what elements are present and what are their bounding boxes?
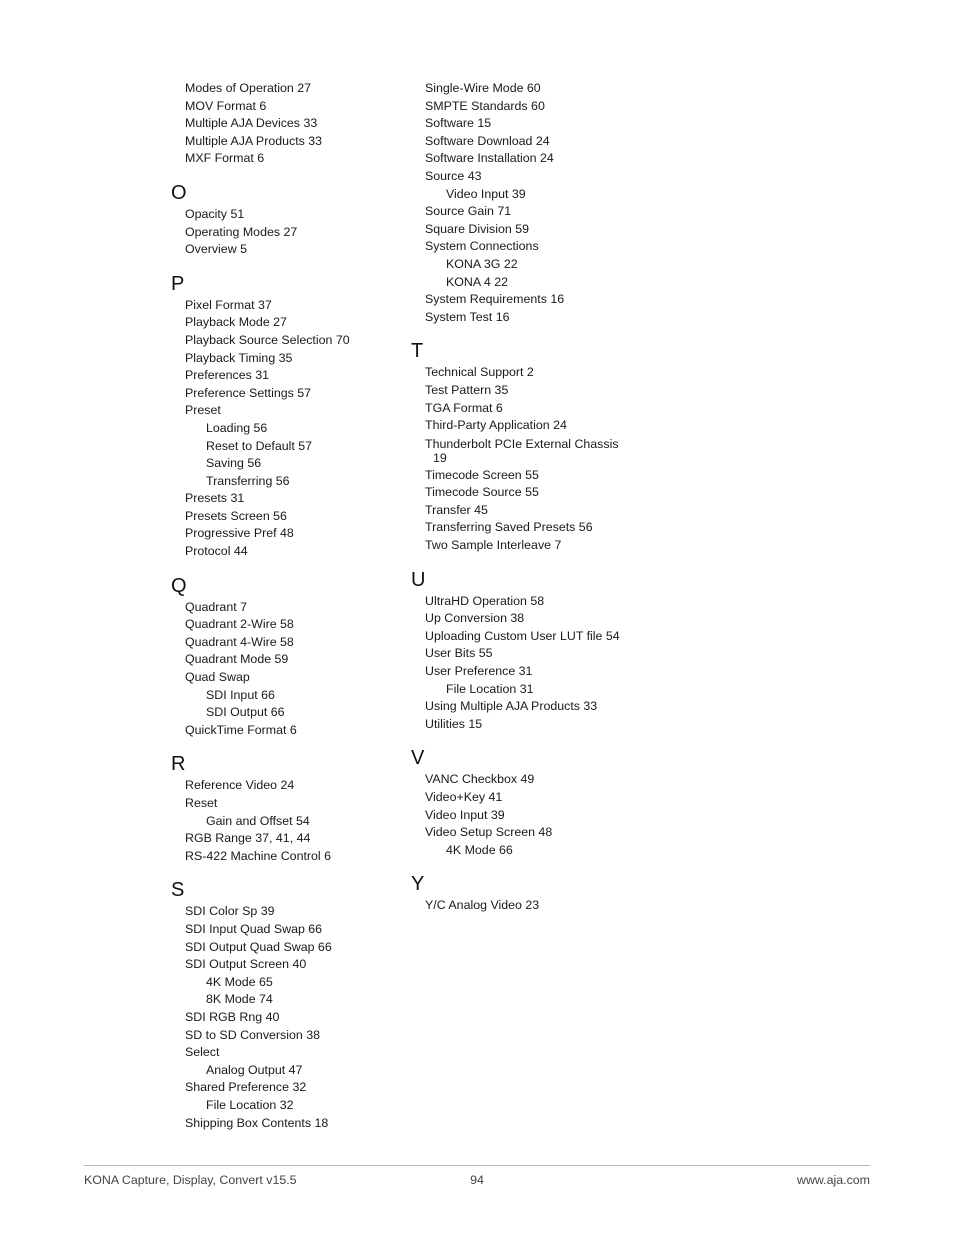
- index-subentry: SDI Output 66: [206, 705, 285, 720]
- index-entry: Overview 5: [185, 242, 247, 257]
- index-entry: Multiple AJA Products 33: [185, 133, 323, 148]
- index-entry: Video Input 39: [425, 807, 505, 822]
- index-entry: Progressive Pref 48: [185, 526, 294, 541]
- index-entry-label: Thunderbolt PCIe External Chassis: [425, 436, 619, 451]
- index-subentry: File Location 32: [206, 1097, 294, 1112]
- index-subentry: KONA 3G 22: [446, 256, 518, 271]
- index-entry: Software Download 24: [425, 133, 550, 148]
- index-entry: System Test 16: [425, 309, 510, 324]
- index-entry: User Bits 55: [425, 646, 493, 661]
- index-entry: Preferences 31: [185, 368, 270, 383]
- index-subentry: File Location 31: [446, 681, 534, 696]
- index-subentry: 8K Mode 74: [206, 992, 273, 1007]
- footer-document-title: KONA Capture, Display, Convert v15.5: [84, 1173, 297, 1187]
- index-entry: Y/C Analog Video 23: [425, 898, 540, 913]
- index-section-letter: O: [171, 181, 187, 204]
- index-entry: Quadrant 7: [185, 599, 247, 614]
- index-section-letter: U: [411, 568, 426, 591]
- index-entry: Two Sample Interleave 7: [425, 538, 562, 553]
- index-entry: Video Setup Screen 48: [425, 825, 553, 840]
- index-entry: MOV Format 6: [185, 98, 267, 113]
- index-entry: UltraHD Operation 58: [425, 593, 545, 608]
- index-entry: Preference Settings 57: [185, 385, 312, 400]
- index-subentry: Transferring 56: [206, 473, 290, 488]
- index-entry: MXF Format 6: [185, 151, 265, 166]
- index-section-letter: Y: [411, 873, 425, 896]
- index-entry: Operating Modes 27: [185, 224, 298, 239]
- index-entry: Multiple AJA Devices 33: [185, 116, 318, 131]
- index-entry-page: 19: [433, 450, 447, 465]
- index-subentry: 4K Mode 65: [206, 974, 273, 989]
- index-entry: Software 15: [425, 116, 492, 131]
- index-entry: Reset: [185, 796, 218, 810]
- footer-page-number: 94: [470, 1173, 484, 1187]
- index-entry: Third-Party Application 24: [425, 418, 567, 433]
- index-subentry: KONA 4 22: [446, 274, 508, 289]
- index-entry: Single-Wire Mode 60: [425, 81, 541, 95]
- index-entry: VANC Checkbox 49: [425, 772, 535, 787]
- index-subentry: Reset to Default 57: [206, 438, 313, 453]
- index-section-letter: P: [171, 272, 185, 295]
- index-entry: SDI Output Quad Swap 66: [185, 939, 332, 954]
- index-entry: Test Pattern 35: [425, 382, 509, 397]
- index-entry: Transfer 45: [425, 502, 488, 517]
- index-entry: [411, 435, 630, 467]
- index-entry: SDI Color Sp 39: [185, 904, 275, 919]
- index-entry: Presets 31: [185, 491, 245, 506]
- index-entry: SMPTE Standards 60: [425, 98, 545, 113]
- index-subentry: Video Input 39: [446, 186, 526, 201]
- index-entry: Source 43: [425, 168, 482, 183]
- index-subentry: 4K Mode 66: [446, 842, 513, 857]
- index-section-letter: R: [171, 753, 186, 776]
- index-entry: Presets Screen 56: [185, 508, 287, 523]
- index-entry: QuickTime Format 6: [185, 722, 297, 737]
- index-entry: RGB Range 37, 41, 44: [185, 831, 311, 846]
- index-subentry: SDI Input 66: [206, 687, 275, 702]
- index-entry: Select: [185, 1045, 220, 1060]
- index-entry: SDI Input Quad Swap 66: [185, 921, 323, 936]
- index-entry: Preset: [185, 403, 221, 418]
- index-entry: Pixel Format 37: [185, 297, 272, 312]
- index-subentry: Analog Output 47: [206, 1062, 303, 1077]
- index-entry: Up Conversion 38: [425, 611, 525, 626]
- index-section-letter: Q: [171, 574, 187, 597]
- index-entry: SD to SD Conversion 38: [185, 1027, 320, 1042]
- index-entry: Square Division 59: [425, 221, 530, 236]
- index-entry: Using Multiple AJA Products 33: [425, 699, 598, 714]
- index-entry: System Connections: [425, 239, 539, 254]
- index-entry: Transferring Saved Presets 56: [425, 520, 593, 535]
- index-entry: Video+Key 41: [425, 790, 503, 804]
- index-entry: Utilities 15: [425, 716, 483, 731]
- index-entry: Protocol 44: [185, 544, 248, 559]
- index-entry: System Requirements 16: [425, 292, 565, 307]
- index-entry: SDI Output Screen 40: [185, 957, 307, 972]
- index-entry: TGA Format 6: [425, 400, 503, 415]
- index-entry: Timecode Screen 55: [425, 467, 539, 482]
- index-entry: Playback Mode 27: [185, 315, 287, 330]
- index-entry: Playback Source Selection 70: [185, 332, 350, 347]
- index-entry: Opacity 51: [185, 206, 245, 221]
- index-entry: Modes of Operation 27: [185, 81, 312, 95]
- index-subentry: Gain and Offset 54: [206, 813, 310, 828]
- index-entry: RS-422 Machine Control 6: [185, 848, 332, 863]
- index-entry: Shared Preference 32: [185, 1080, 307, 1095]
- index-section-letter: T: [411, 340, 424, 363]
- index-entry: Playback Timing 35: [185, 350, 293, 365]
- footer-divider: [84, 1165, 870, 1166]
- index-entry: Quadrant 2-Wire 58: [185, 617, 294, 632]
- index-entry: Source Gain 71: [425, 204, 512, 219]
- index-column-right: [411, 80, 641, 915]
- index-entry: Shipping Box Contents 18: [185, 1115, 329, 1130]
- index-entry: Timecode Source 55: [425, 485, 539, 500]
- index-entry: Uploading Custom User LUT file 54: [425, 628, 620, 643]
- index-column-left: [171, 80, 401, 1132]
- index-entry: Reference Video 24: [185, 778, 295, 793]
- index-entry: Quadrant Mode 59: [185, 652, 289, 667]
- index-entry: Technical Support 2: [425, 365, 534, 380]
- index-entry: SDI RGB Rng 40: [185, 1009, 280, 1024]
- footer-website: www.aja.com: [797, 1173, 870, 1187]
- index-section-letter: V: [411, 747, 425, 770]
- index-entry: User Preference 31: [425, 664, 533, 679]
- index-entry: Quad Swap: [185, 670, 250, 685]
- index-section-letter: S: [171, 879, 185, 902]
- index-subentry: Saving 56: [206, 456, 262, 471]
- index-subentry: Loading 56: [206, 420, 268, 435]
- index-entry: Software Installation 24: [425, 151, 554, 166]
- index-entry: Quadrant 4-Wire 58: [185, 634, 294, 649]
